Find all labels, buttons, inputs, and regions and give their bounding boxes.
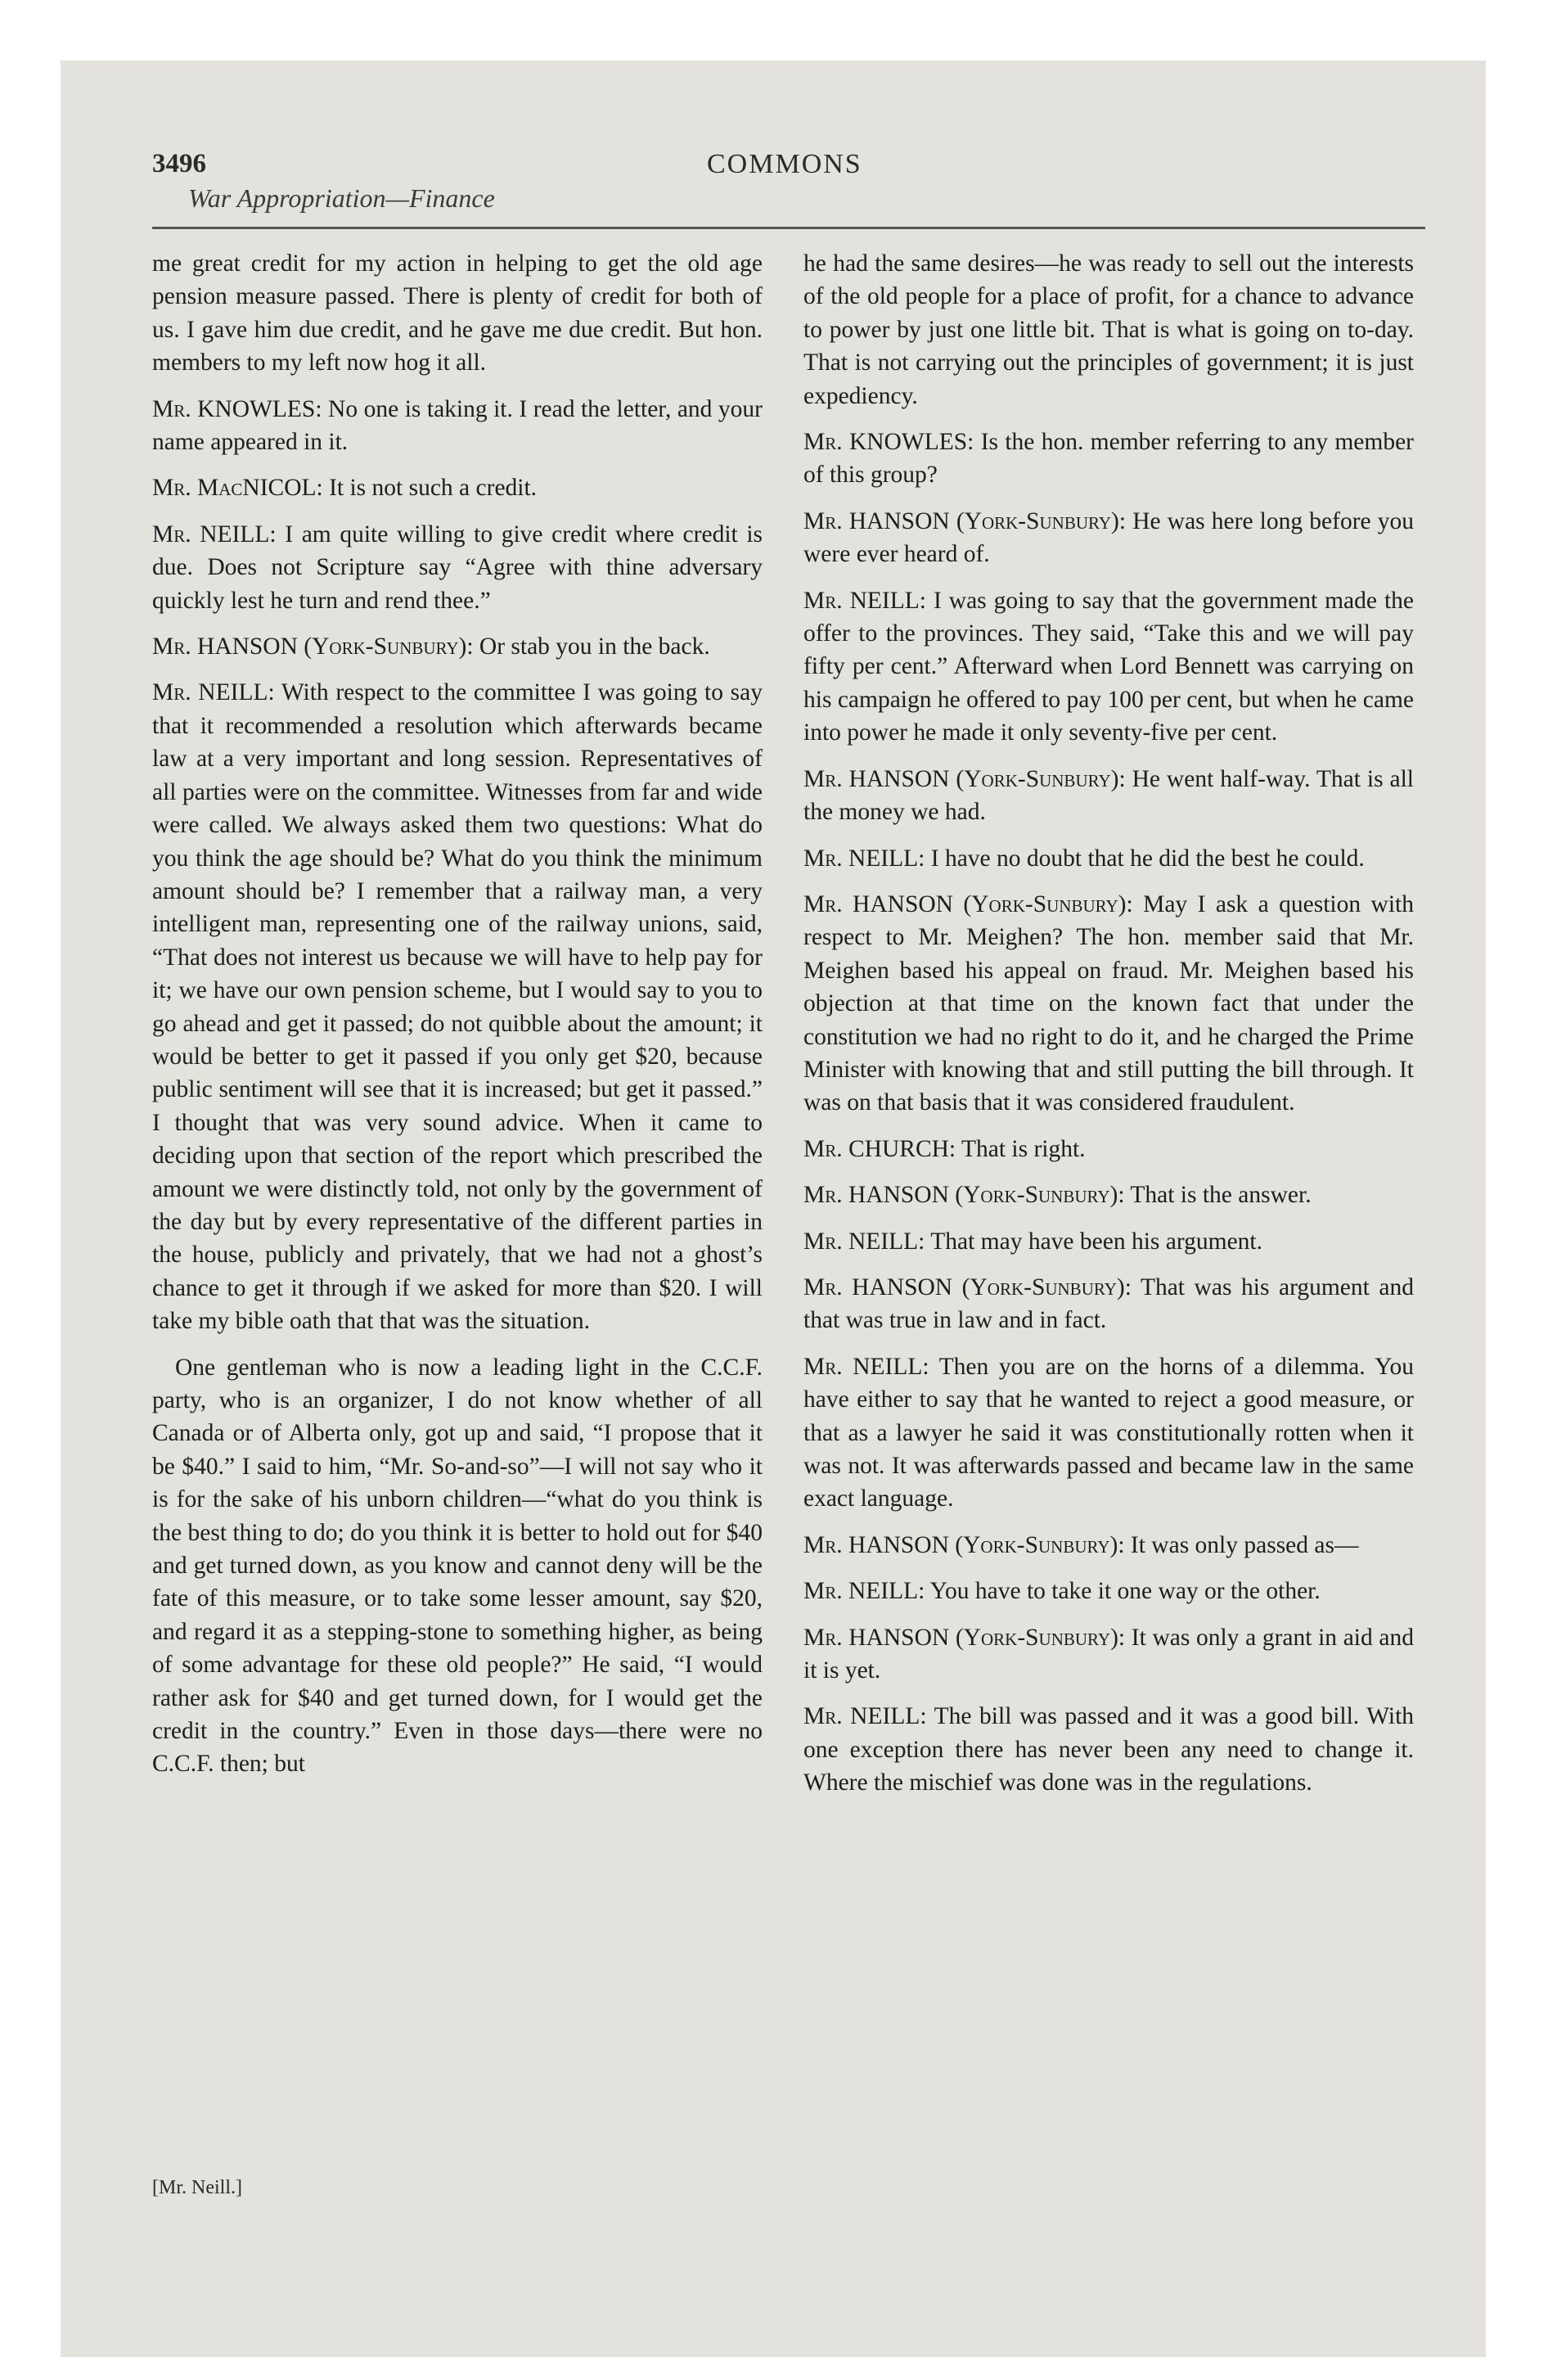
paragraph [152,630,763,663]
paragraph [803,1179,1414,1211]
paragraph [803,1225,1414,1258]
speaker-name: Mr. HANSON (York-Sunbury): [803,765,1126,792]
speaker-name: Mr. CHURCH: [803,1135,956,1162]
speech-text: he had the same desires—he was ready to sell out the interests of the old people for a place of profit, for a chance to advance to power by just one little bit. That is what is going on to-day. That is not carrying out the principles of government; it is just expediency. [803,250,1414,409]
paragraph [803,1700,1414,1799]
speaker-name: Mr. HANSON (York-Sunbury): [803,507,1127,534]
paragraph [803,1621,1414,1688]
paragraph [803,888,1414,1120]
speaker-name: Mr. NEILL: [803,587,926,614]
speaker-name: Mr. NEILL: [803,1228,925,1255]
speech-text: me great credit for my action in helping to get the old age pension measure passed. There is plenty of credit for both of us. I gave him due credit, and he gave me due credit. But hon. members to my left now hog it all. [152,250,763,376]
paragraph [152,471,763,504]
speech-text: That may have been his argument. [930,1228,1262,1255]
right-column [803,247,1414,1813]
speaker-name: Mr. KNOWLES: [152,395,322,422]
speech-text: The bill was passed and it was a good bill. With one exception there has never been any need to change it. Where the mischief was done was in the regulations. [803,1703,1415,1796]
speech-text: One gentleman who is now a leading light in the C.C.F. party, who is an organizer, I do not know whether of all Canada or of Alberta only, got up and said, “I propose that it be $40.” I said to him, “Mr. So-and-so”—I will not say who it is for the sake of his unborn children—“what do you think is the best thing to do; do you think it is better to hold out for $40 and get turned down, as you know and cannot deny will be the fate of this measure, or to take some lesser amount, say $20, and regard it as a stepping-stone to something higher, as being of some advantage for these old people?” He said, “I would rather ask for $40 and get turned down, for I would get the credit in the country.” Even in those days—there were no C.C.F. then; but [152,1354,763,1778]
page-header [152,141,1425,223]
speech-text: Then you are on the horns of a dilemma. You have either to say that he wanted to reject a good measure, or that as a lawyer he said it was constitutionally rotten when it was not. It was afterwards passed and became law in the same exact language. [803,1353,1414,1512]
paragraph [803,247,1414,412]
speech-text: He was here long before you were ever heard of. [803,507,1414,568]
speech-text: I was going to say that the government made the offer to the provinces. They said, “Take this and we will pay fifty per cent.” Afterward when Lord Bennett was carrying on his campaign he offered to pay 100 per cent, but when he came into power he made it only seventy-five per cent. [803,587,1415,746]
speaker-name: Mr. NEILL: [152,521,277,548]
paragraph [152,247,763,380]
speaker-name: Mr. NEILL: [152,679,275,706]
speech-text: You have to take it one way or the other. [929,1578,1321,1605]
speech-text: That was his argument and that was true in law and in fact. [803,1273,1415,1334]
speech-text: May I ask a question with respect to Mr. Meighen? The hon. member said that Mr. Meighen based his appeal on fraud. Mr. Meighen based his objection at that time on the known fact that under the constitution we had no right to do it, and he charged the Prime Minister with knowing that and still putting the bill through. It was on that basis that it was considered fraudulent. [803,890,1414,1116]
speech-text: It was only passed as— [1130,1531,1359,1558]
speech-text: It was only a grant in aid and it is yet. [803,1624,1414,1684]
speech-text: No one is taking it. I read the letter, and your name appeared in it. [152,395,763,456]
paragraph [152,676,763,1337]
speech-text: It is not such a credit. [329,475,538,502]
speech-text: Is the hon. member referring to any member of this group? [803,429,1415,489]
paragraph [803,763,1414,829]
speech-text: Or stab you in the back. [479,633,710,660]
speaker-name: Mr. HANSON (York-Sunbury): [152,633,474,660]
page-number: 3496 [152,149,206,178]
speaker-footnote: [Mr. Neill.] [152,2177,242,2198]
paragraph [803,842,1414,875]
speech-text: With respect to the committee I was going to say that it recommended a resolution which afterwards became law at a very important and long session. Representatives of all parties were on the committee. Witnesses from far and wide were called. We always asked them two questions: What do you think the age should be? What do you think the minimum amount should be? I remember that a railway man, a very intelligent man, representing one of the railway unions, said, “That does not interest us because we will have to help pay for it; we have our own pension scheme, but I would say to you to go ahead and get it passed; do not quibble about the amount; it would be better to get it passed if you only get $20, because public sentiment will see that it is increased; but get it passed.” I thought that was very sound advice. When it came to deciding upon that section of the report which prescribed the amount we were distinctly told, not only by the government of the day but by every representative of the different parties in the house, publicly and privately, that we had not a ghost’s chance to get it through if we asked for more than $20. I will take my bible oath that that was the situation. [152,679,763,1335]
left-column [152,247,763,1794]
paragraph [152,1351,763,1781]
speaker-name: Mr. NEILL: [803,1703,927,1730]
speaker-name: Mr. KNOWLES: [803,429,974,456]
paragraph [803,584,1414,750]
speaker-name: Mr. HANSON (York-Sunbury): [803,1273,1132,1300]
speaker-name: Mr. HANSON (York-Sunbury): [803,1182,1125,1209]
paragraph [803,1529,1414,1562]
paragraph [803,505,1414,571]
speech-text: I have no doubt that he did the best he could. [930,845,1365,872]
speaker-name: Mr. HANSON (York-Sunbury): [803,890,1133,917]
speaker-name: Mr. MacNICOL: [152,475,323,502]
paragraph [152,518,763,617]
header-rule [152,227,1425,229]
running-head: War Appropriation—Finance [188,183,495,213]
speaker-name: Mr. NEILL: [803,845,925,872]
speaker-name: Mr. NEILL: [803,1578,925,1605]
paragraph [803,1350,1414,1516]
paragraph [152,393,763,459]
speech-text: That is the answer. [1130,1182,1312,1209]
speech-text: That is right. [961,1135,1086,1162]
speech-text: He went half-way. That is all the money we had. [803,765,1414,826]
paragraph [803,1575,1414,1607]
section-title: COMMONS [707,149,862,179]
speaker-name: Mr. HANSON (York-Sunbury): [803,1624,1126,1651]
speech-text: I am quite willing to give credit where credit is due. Does not Scripture say “Agree with thine adversary quickly lest he turn and rend thee.” [152,521,763,614]
speaker-name: Mr. HANSON (York-Sunbury): [803,1531,1125,1558]
paragraph [803,1133,1414,1165]
paragraph [803,426,1414,492]
paragraph [803,1271,1414,1337]
speaker-name: Mr. NEILL: [803,1353,929,1380]
